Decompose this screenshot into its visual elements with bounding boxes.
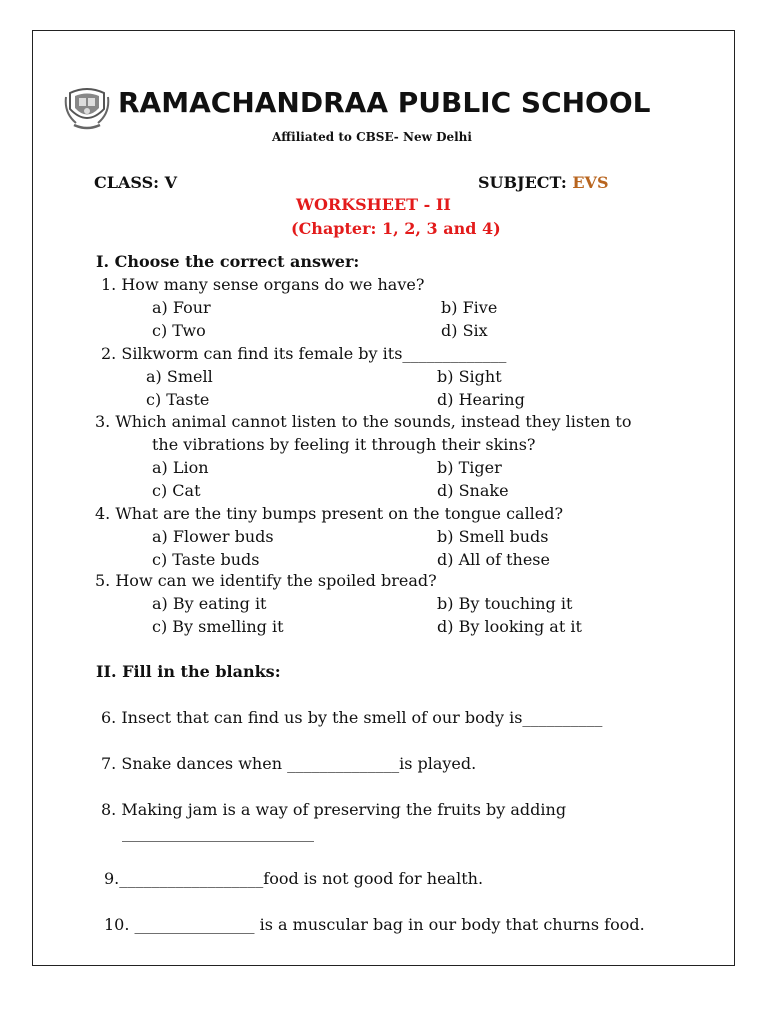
fill-blank-10: 10. _______________ is a muscular bag in our body that churns food. (104, 915, 645, 934)
subject-label (478, 173, 609, 192)
question-5: 5. How can we identify the spoiled bread? (95, 571, 437, 590)
fill-blank-7: 7. Snake dances when ______________is played. (101, 754, 477, 773)
q4-option-b: b) Smell buds (437, 527, 549, 546)
q2-option-c: c) Taste (146, 390, 210, 409)
question-4: 4. What are the tiny bumps present on the tongue called? (95, 504, 564, 523)
question-3: 3. Which animal cannot listen to the sounds, instead they listen to (95, 412, 632, 431)
subject-value: EVS (572, 173, 609, 192)
fill-blank-8-line2: ________________________ (122, 823, 314, 842)
q3-option-c: c) Cat (152, 481, 201, 500)
question-3-line2: the vibrations by feeling it through their skins? (152, 435, 536, 454)
q3-option-d: d) Snake (437, 481, 509, 500)
class-label: CLASS: V (94, 173, 178, 192)
q5-option-a: a) By eating it (152, 594, 267, 613)
fill-blank-8: 8. Making jam is a way of preserving the fruits by adding (101, 800, 567, 819)
fill-blank-9: 9.__________________food is not good for health. (104, 869, 484, 888)
subject-label-text: SUBJECT: (478, 173, 573, 192)
q2-option-d: d) Hearing (437, 390, 525, 409)
section1-heading: I. Choose the correct answer: (96, 252, 360, 271)
q5-option-c: c) By smelling it (152, 617, 284, 636)
worksheet-title: WORKSHEET - II (296, 195, 451, 214)
fill-blank-6: 6. Insect that can find us by the smell of our body is__________ (101, 708, 603, 727)
q5-option-b: b) By touching it (437, 594, 573, 613)
school-name: RAMACHANDRAA PUBLIC SCHOOL (118, 86, 651, 119)
q4-option-d: d) All of these (437, 550, 550, 569)
affiliation: Affiliated to CBSE- New Delhi (272, 130, 472, 144)
question-1: 1. How many sense organs do we have? (101, 275, 425, 294)
q2-option-a: a) Smell (146, 367, 213, 386)
chapters-subtitle: (Chapter: 1, 2, 3 and 4) (291, 219, 501, 238)
q5-option-d: d) By looking at it (437, 617, 582, 636)
question-2: 2. Silkworm can find its female by its_____________ (101, 344, 507, 363)
section2-heading: II. Fill in the blanks: (96, 662, 281, 681)
q1-option-a: a) Four (152, 298, 211, 317)
q3-option-a: a) Lion (152, 458, 209, 477)
q3-option-b: b) Tiger (437, 458, 502, 477)
q4-option-c: c) Taste buds (152, 550, 260, 569)
school-crest-icon (64, 83, 110, 131)
q2-option-b: b) Sight (437, 367, 502, 386)
q1-option-c: c) Two (152, 321, 206, 340)
q1-option-b: b) Five (441, 298, 498, 317)
q4-option-a: a) Flower buds (152, 527, 274, 546)
q1-option-d: d) Six (441, 321, 488, 340)
